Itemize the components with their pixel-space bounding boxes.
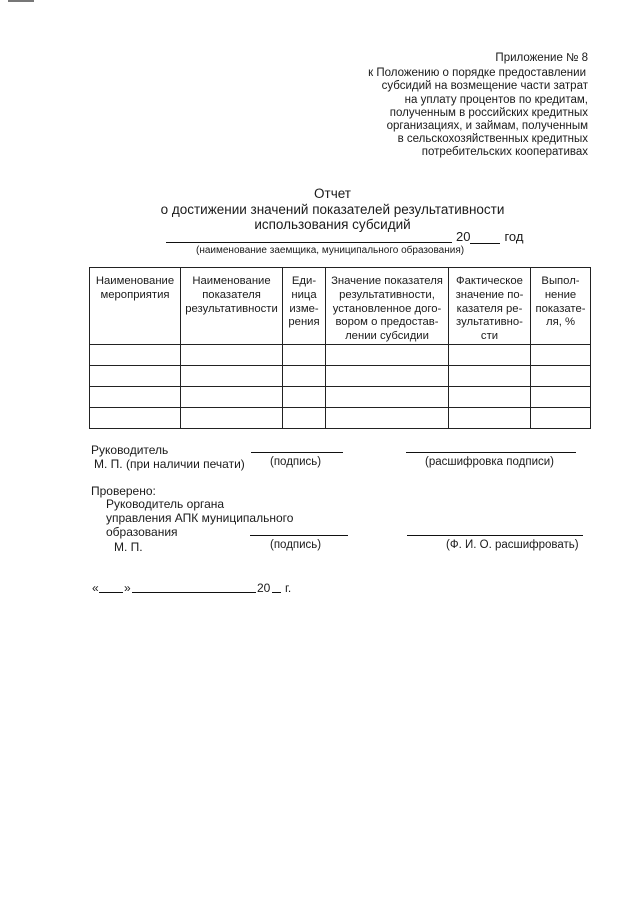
column-header: Выпол- нение показате- ля, %	[531, 268, 591, 345]
table-row	[90, 386, 591, 407]
table-cell[interactable]	[181, 344, 283, 365]
results-table	[89, 267, 591, 429]
column-header: Наименование мероприятия	[90, 268, 181, 345]
checker-signature-caption: (подпись)	[270, 539, 322, 551]
checker-org-line: образования	[106, 525, 178, 539]
table-cell[interactable]	[531, 407, 591, 428]
report-title	[0, 186, 640, 233]
decoding-caption: (расшифровка подписи)	[425, 456, 554, 468]
annex-line: к Положению о порядке предоставлении	[368, 67, 586, 80]
table-cell[interactable]	[283, 407, 326, 428]
table-cell[interactable]	[449, 386, 531, 407]
table-cell[interactable]	[283, 386, 326, 407]
table-row	[90, 365, 591, 386]
date-open-quote: «	[92, 581, 99, 595]
date-year-suffix: г.	[285, 581, 292, 595]
table-cell[interactable]	[326, 365, 449, 386]
checker-org-line: Руководитель органа	[106, 497, 225, 511]
date-year-prefix: 20	[257, 581, 271, 595]
table-cell[interactable]	[326, 344, 449, 365]
head-signature-field[interactable]	[251, 452, 343, 453]
table-cell[interactable]	[326, 407, 449, 428]
table-cell[interactable]	[181, 386, 283, 407]
title-line: использования субсидий	[254, 217, 411, 232]
annex-line: на уплату процентов по кредитам,	[404, 93, 588, 106]
table-cell[interactable]	[326, 386, 449, 407]
borrower-name-field[interactable]	[166, 229, 452, 243]
table-cell[interactable]	[531, 365, 591, 386]
table-cell[interactable]	[283, 365, 326, 386]
year-prefix: 20	[456, 229, 471, 244]
title-line: Отчет	[314, 186, 351, 201]
table-header-row	[90, 268, 591, 345]
date-year-field[interactable]	[272, 592, 281, 593]
annex-line: субсидий на возмещение части затрат	[381, 80, 588, 93]
date-month-field[interactable]	[132, 592, 256, 593]
annex-line: организациях, и займам, полученным	[386, 120, 588, 133]
table-cell[interactable]	[181, 365, 283, 386]
checked-label: Проверено:	[91, 484, 156, 498]
year-field[interactable]	[470, 231, 500, 244]
table-row	[90, 407, 591, 428]
annex-block	[348, 52, 588, 160]
checker-name-field[interactable]	[407, 535, 583, 536]
annex-line: в сельскохозяйственных кредитных	[397, 133, 588, 146]
table-cell[interactable]	[181, 407, 283, 428]
signature-caption: (подпись)	[270, 456, 322, 468]
table-cell[interactable]	[283, 344, 326, 365]
table-cell[interactable]	[531, 344, 591, 365]
checker-stamp-label: М. П.	[114, 540, 143, 554]
column-header: Фактическое значение по- казателя ре- зультативно- сти	[449, 268, 531, 345]
annex-line: полученным в российских кредитных	[389, 106, 588, 119]
date-day-field[interactable]	[99, 592, 123, 593]
report-year	[456, 229, 523, 244]
borrower-caption: (наименование заемщика, муниципального образования)	[196, 245, 465, 256]
corner-mark	[8, 0, 34, 2]
annex-number: Приложение № 8	[495, 52, 588, 64]
table-cell[interactable]	[90, 407, 181, 428]
table-cell[interactable]	[449, 365, 531, 386]
year-suffix: год	[504, 229, 524, 244]
table-cell[interactable]	[90, 386, 181, 407]
table-row	[90, 344, 591, 365]
checker-signature-field[interactable]	[250, 535, 348, 536]
column-header: Наименование показателя результативности	[181, 268, 283, 345]
head-label: Руководитель	[91, 443, 169, 457]
column-header: Еди- ница изме- рения	[283, 268, 326, 345]
annex-line: потребительских кооперативах	[421, 146, 588, 159]
column-header: Значение показателя результативности, установленное дого- вором о предостав- лении субсидии	[326, 268, 449, 345]
stamp-label: М. П. (при наличии печати)	[94, 457, 245, 471]
checker-name-caption: (Ф. И. О. расшифровать)	[446, 539, 579, 551]
title-line: о достижении значений показателей результативности	[160, 201, 505, 217]
table-cell[interactable]	[449, 407, 531, 428]
table-cell[interactable]	[90, 344, 181, 365]
checker-org-line: управления АПК муниципального	[106, 511, 294, 525]
table-cell[interactable]	[531, 386, 591, 407]
table-cell[interactable]	[90, 365, 181, 386]
table-cell[interactable]	[449, 344, 531, 365]
head-decoding-field[interactable]	[406, 452, 576, 453]
date-close-quote: »	[124, 581, 131, 595]
